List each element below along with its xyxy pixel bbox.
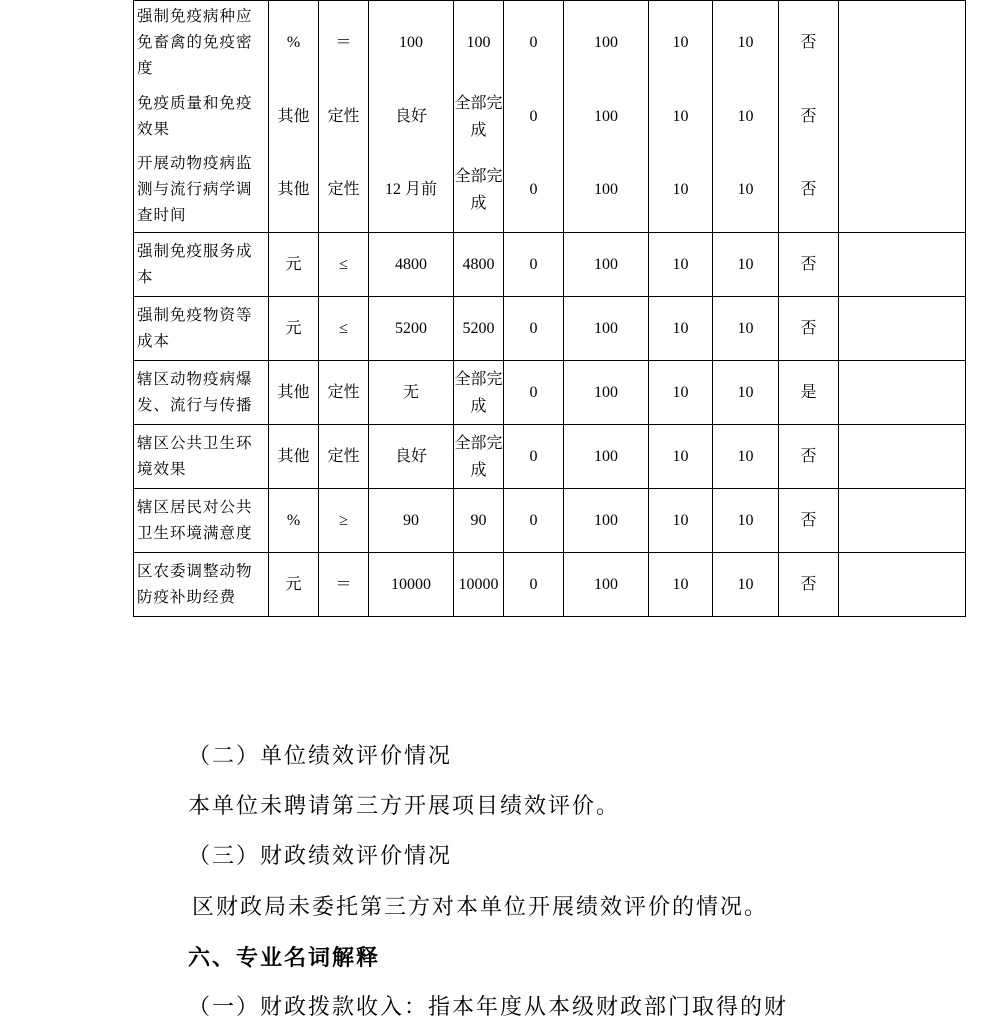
table-cell: 开展动物疫病监测与流行病学调查时间 <box>134 149 269 233</box>
table-cell: 免疫质量和免疫效果 <box>134 85 269 149</box>
table-row <box>134 1 966 85</box>
table-cell: 全部完成 <box>454 149 504 233</box>
table-cell: 0 <box>504 297 564 361</box>
table-cell: 90 <box>369 489 454 553</box>
table-cell <box>839 85 966 149</box>
table-cell: 强制免疫病种应免畜禽的免疫密度 <box>134 1 269 85</box>
table-cell: 10 <box>713 553 779 617</box>
definition-term: （一）财政拨款收入： <box>188 995 429 1020</box>
table-cell: 0 <box>504 361 564 425</box>
table-cell: 100 <box>564 361 649 425</box>
table-cell: ≥ <box>319 489 369 553</box>
table-row <box>134 425 966 489</box>
table-cell: 100 <box>369 1 454 85</box>
table-cell: 良好 <box>369 85 454 149</box>
table-cell: 10 <box>649 553 713 617</box>
table-cell: 100 <box>564 553 649 617</box>
table-cell: 其他 <box>269 425 319 489</box>
table-cell: 4800 <box>369 233 454 297</box>
table-cell: 区农委调整动物防疫补助经费 <box>134 553 269 617</box>
table-cell: 是 <box>779 361 839 425</box>
table-cell: 0 <box>504 1 564 85</box>
table-cell: 否 <box>779 233 839 297</box>
table-cell: 100 <box>564 425 649 489</box>
table-cell: 100 <box>564 149 649 233</box>
table-cell: 否 <box>779 297 839 361</box>
table-cell: % <box>269 489 319 553</box>
table-cell: 其他 <box>269 85 319 149</box>
table-cell: 90 <box>454 489 504 553</box>
table-cell: 100 <box>564 489 649 553</box>
table-cell: 10 <box>713 149 779 233</box>
table-cell: 定性 <box>319 149 369 233</box>
table-cell: 强制免疫服务成本 <box>134 233 269 297</box>
table-row <box>134 361 966 425</box>
table-row <box>134 233 966 297</box>
table-cell: 12 月前 <box>369 149 454 233</box>
table-cell: 良好 <box>369 425 454 489</box>
table-cell: 0 <box>504 233 564 297</box>
table-cell: 10 <box>649 425 713 489</box>
definition-text: 指本年度从本级财政部门取得的财 <box>428 995 789 1020</box>
table-cell: 0 <box>504 85 564 149</box>
table-cell: 定性 <box>319 425 369 489</box>
table-cell: 其他 <box>269 361 319 425</box>
table-cell: 0 <box>504 149 564 233</box>
table-cell: 100 <box>564 233 649 297</box>
table-cell: 10 <box>713 85 779 149</box>
table-cell: 元 <box>269 553 319 617</box>
table-cell: 10 <box>713 1 779 85</box>
table-cell: 10 <box>713 361 779 425</box>
table-cell: 其他 <box>269 149 319 233</box>
table-cell: 100 <box>564 297 649 361</box>
table-cell: 元 <box>269 297 319 361</box>
table-cell: 10 <box>713 425 779 489</box>
table-cell: 0 <box>504 425 564 489</box>
table-cell: 10 <box>649 233 713 297</box>
table-cell: 10 <box>649 85 713 149</box>
table-cell: 10000 <box>454 553 504 617</box>
table-cell: 否 <box>779 489 839 553</box>
table-row <box>134 489 966 553</box>
table-cell: 100 <box>454 1 504 85</box>
table-cell: 10 <box>713 233 779 297</box>
table-cell <box>839 149 966 233</box>
table-cell <box>839 233 966 297</box>
table-cell: 10 <box>649 489 713 553</box>
table-cell: 元 <box>269 233 319 297</box>
table-cell: 无 <box>369 361 454 425</box>
table-cell: 10 <box>649 149 713 233</box>
table-cell: % <box>269 1 319 85</box>
section-heading-finance-evaluation: （三）财政绩效评价情况 <box>188 844 453 869</box>
table-cell: 0 <box>504 489 564 553</box>
table-cell <box>839 297 966 361</box>
table-row <box>134 297 966 361</box>
table-cell <box>839 1 966 85</box>
table-cell: 10 <box>649 297 713 361</box>
table-cell: ＝ <box>319 1 369 85</box>
table-cell: ≤ <box>319 297 369 361</box>
table-cell: 辖区公共卫生环境效果 <box>134 425 269 489</box>
section-heading-terms: 六、专业名词解释 <box>188 945 381 971</box>
table-cell: 否 <box>779 149 839 233</box>
definition-fiscal-appropriation <box>188 993 788 1023</box>
table-cell: 否 <box>779 553 839 617</box>
table-row <box>134 85 966 149</box>
table-cell: 10000 <box>369 553 454 617</box>
table-cell: 定性 <box>319 85 369 149</box>
table-cell: ≤ <box>319 233 369 297</box>
table-cell <box>839 425 966 489</box>
paragraph-unit-evaluation: 本单位未聘请第三方开展项目绩效评价。 <box>188 794 621 819</box>
table-cell: 10 <box>649 1 713 85</box>
table-cell: 否 <box>779 1 839 85</box>
performance-indicator-table <box>133 0 966 617</box>
table-cell: 定性 <box>319 361 369 425</box>
table-cell: 否 <box>779 425 839 489</box>
table-row <box>134 149 966 233</box>
table-cell: 10 <box>713 489 779 553</box>
table-cell: 100 <box>564 1 649 85</box>
table-cell: 10 <box>649 361 713 425</box>
table-cell <box>839 361 966 425</box>
table-cell: 4800 <box>454 233 504 297</box>
table-cell: 辖区动物疫病爆发、流行与传播 <box>134 361 269 425</box>
table-cell: 0 <box>504 553 564 617</box>
table-cell: ＝ <box>319 553 369 617</box>
table-cell <box>839 489 966 553</box>
table-cell: 强制免疫物资等成本 <box>134 297 269 361</box>
table-cell: 全部完成 <box>454 425 504 489</box>
table-cell: 100 <box>564 85 649 149</box>
table-cell <box>839 553 966 617</box>
table-cell: 否 <box>779 85 839 149</box>
table-cell: 10 <box>713 297 779 361</box>
paragraph-finance-evaluation: 区财政局未委托第三方对本单位开展绩效评价的情况。 <box>192 895 769 920</box>
table-cell: 5200 <box>369 297 454 361</box>
table-cell: 辖区居民对公共卫生环境满意度 <box>134 489 269 553</box>
table-cell: 全部完成 <box>454 361 504 425</box>
table-row <box>134 553 966 617</box>
section-heading-unit-evaluation: （二）单位绩效评价情况 <box>188 744 453 769</box>
table-cell: 5200 <box>454 297 504 361</box>
table-cell: 全部完成 <box>454 85 504 149</box>
